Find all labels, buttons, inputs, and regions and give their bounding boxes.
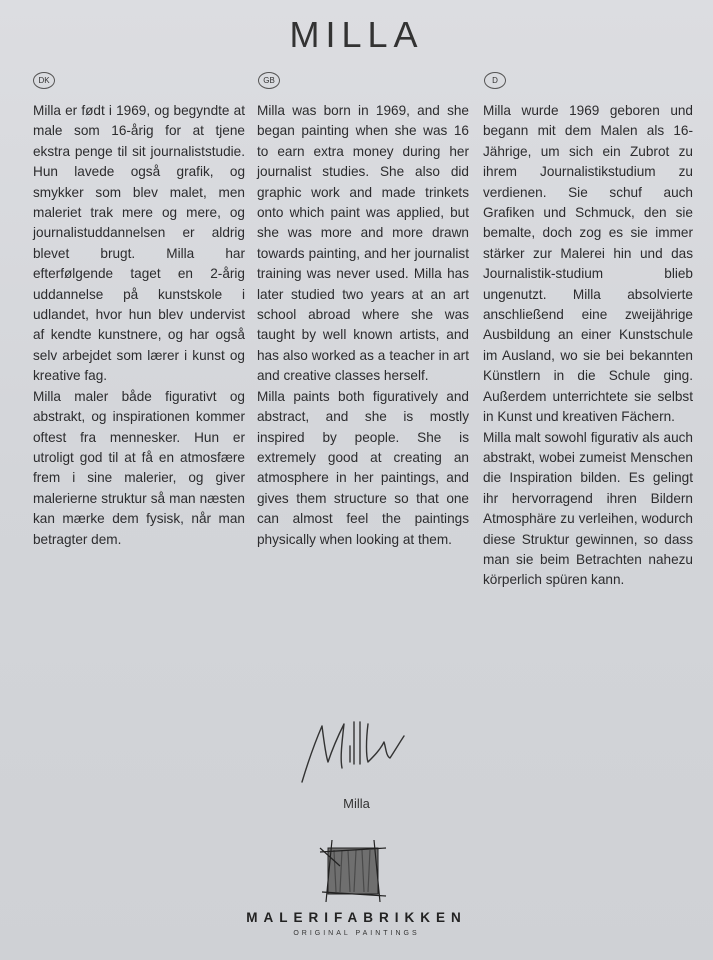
brand-tagline: ORIGINAL PAINTINGS (293, 930, 420, 937)
language-badge-dk: DK (33, 72, 55, 89)
signature-name: Milla (343, 796, 370, 811)
column-english (257, 72, 469, 550)
bio-text-english: Milla was born in 1969, and she began painting when she was 16 to earn extra money during her journalist studies. She also did graphic work and made trinkets onto which paint was applied, but she was more and more drawn towards painting, and her journalist training was never used. Milla has later studied two years at an art school abroad where she was taught by well known artists, and has also worked as a teacher in art and creative classes herself. Milla paints both figuratively and abstract, and she is mostly inspired by people. She is extremely good at creating an atmosphere in her paintings, and gives them structure so that one can almost feel the paintings physically when looking at them. (257, 103, 469, 547)
brand-name: MALERIFABRIKKEN (246, 910, 467, 925)
column-german (483, 72, 693, 591)
column-danish (33, 72, 245, 550)
language-badge-de: D (484, 72, 506, 89)
bio-text-danish: Milla er født i 1969, og begyndte at male som 16-årig for at tjene ekstra penge til sit journaliststudie. Hun lavede også grafik, og smykker som blev malet, men maleriet trak mere og mere, og journalistuddannelsen er aldrig blevet brugt. Milla har efterfølgende taget en 2-årig uddannelse på kunstskole i udlandet, hvor hun blev undervist af kendte kunstnere, og har også selv arbejdet som lærer i kunst og kreative fag. Milla maler både figurativt og abstrakt, og inspirationen kommer oftest fra mennesker. Hun er utroligt god til at få en atmosfære frem i sine malerier, og giver malerierne struktur så man næsten kan mærke dem fysisk, når man betragter dem. (33, 103, 245, 547)
handwritten-signature (294, 712, 424, 792)
language-badge-gb: GB (258, 72, 280, 89)
bio-text-german: Milla wurde 1969 geboren und begann mit dem Malen als 16-Jährige, um sich ein Zubrot zu ihrem Journalistikstudium zu verdienen. Sie schuf auch Grafiken und Schmuck, den sie bemalte, doch zog es sie immer stärker zur Malerei hin und das Journalistik-studium blieb ungenutzt. Milla absolvierte anschließend eine zweijährige Ausbildung an einer Kunstschule im Ausland, wo sie bei bekannten Künstlern in die Schule ging. Außerdem unterrichtete sie selbst in Kunst und kreativen Fächern. Milla malt sowohl figurativ als auch abstrakt, wobei zumeist Menschen die Inspiration bilden. Es gelingt ihr hervorragend ihren Bildern Atmosphäre zu verleihen, wodurch diese Struktur gewinnen, so dass man sie beim Betrachten nahezu körperlich spüren kann. (483, 103, 693, 588)
page-title: MILLA (289, 14, 424, 55)
malerifabrikken-logo (318, 838, 388, 909)
